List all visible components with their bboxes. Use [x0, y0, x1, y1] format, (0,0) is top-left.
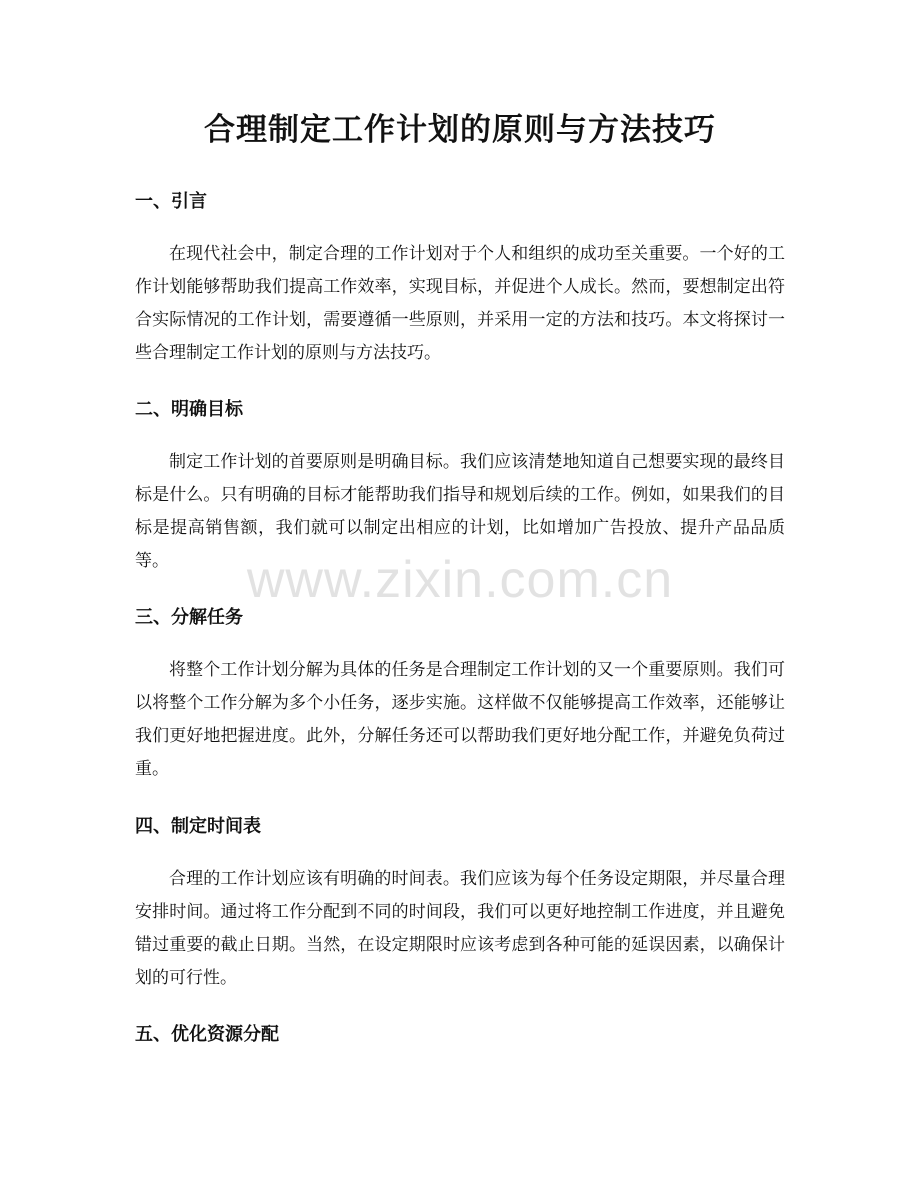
watermark: www.zixin.com.cn [246, 551, 674, 609]
section-heading: 一、引言 [135, 191, 207, 212]
section-resource-allocation [135, 1021, 785, 1049]
section-paragraph: 制定工作计划的首要原则是明确目标。我们应该清楚地知道自己想要实现的最终目标是什么。只有明确的目标才能帮助我们指导和规划后续的工作。例如，如果我们的目标是提高销售额，我们就可以制定出相应的计划，比如增加广告投放、提升产品品质等。 [135, 452, 785, 571]
section-introduction [135, 188, 785, 370]
section-paragraph: 在现代社会中，制定合理的工作计划对于个人和组织的成功至关重要。一个好的工作计划能够帮助我们提高工作效率，实现目标，并促进个人成长。然而，要想制定出符合实际情况的工作计划，需要遵循一些原则，并采用一定的方法和技巧。本文将探讨一些合理制定工作计划的原则与方法技巧。 [135, 244, 785, 363]
section-heading: 二、明确目标 [135, 399, 243, 420]
section-clear-goals [135, 396, 785, 578]
section-paragraph: 合理的工作计划应该有明确的时间表。我们应该为每个任务设定期限，并尽量合理安排时间。通过将工作分配到不同的时间段，我们可以更好地控制工作进度，并且避免错过重要的截止日期。当然，在设定期限时应该考虑到各种可能的延误因素，以确保计划的可行性。 [135, 869, 785, 988]
section-paragraph: 将整个工作计划分解为具体的任务是合理制定工作计划的又一个重要原则。我们可以将整个工作分解为多个小任务，逐步实施。这样做不仅能够提高工作效率，还能够让我们更好地把握进度。此外，分解任务还可以帮助我们更好地分配工作，并避免负荷过重。 [135, 660, 785, 779]
section-heading: 三、分解任务 [135, 607, 243, 628]
section-heading: 四、制定时间表 [135, 816, 261, 837]
section-schedule [135, 813, 785, 995]
section-heading: 五、优化资源分配 [135, 1024, 279, 1045]
section-break-down-tasks [135, 604, 785, 786]
document-title: 合理制定工作计划的原则与方法技巧 [204, 112, 716, 148]
